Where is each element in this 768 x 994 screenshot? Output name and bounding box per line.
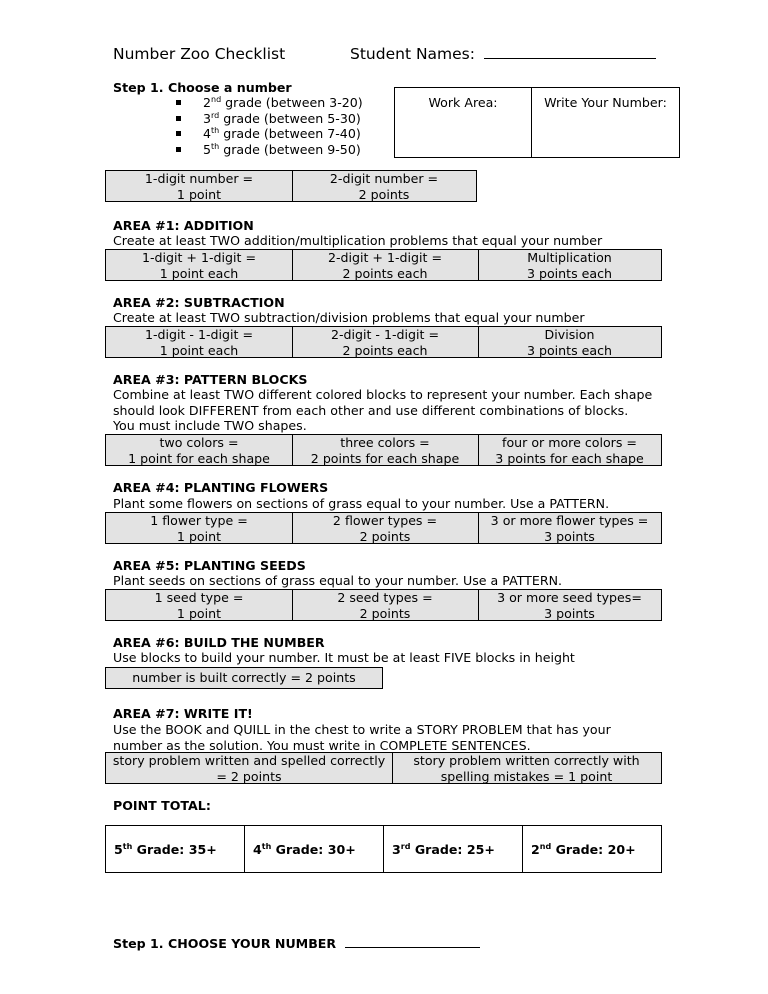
area7-points-table	[105, 752, 662, 784]
area1-points-table	[105, 249, 662, 281]
points-cell: 2-digit + 1-digit = 2 points each	[292, 250, 479, 280]
points-cell: two colors = 1 point for each shape	[106, 435, 293, 465]
points-cell: 2 flower types = 2 points	[292, 513, 479, 543]
area5-description: Plant seeds on sections of grass equal to your number. Use a PATTERN.	[113, 573, 563, 588]
point-total-heading: POINT TOTAL:	[113, 798, 211, 813]
area6-description: Use blocks to build your number. It must be at least FIVE blocks in height	[113, 650, 575, 665]
area7-description: Use the BOOK and QUILL in the chest to write a STORY PROBLEM that has your number as the solution. You must write in COMPLETE SENTENCES.	[113, 722, 611, 753]
points-cell: 2 seed types = 2 points	[292, 590, 479, 620]
points-cell: number is built correctly = 2 points	[132, 670, 356, 685]
area5-heading: AREA #5: PLANTING SEEDS	[113, 558, 306, 573]
area3-description: Combine at least TWO different colored blocks to represent your number. Each shape should look DIFFERENT from each other and use different combinations of blocks. You must include TWO shapes.	[113, 387, 653, 433]
grade-range-item: 2nd grade (between 3-20)	[203, 95, 363, 110]
area4-heading: AREA #4: PLANTING FLOWERS	[113, 480, 329, 495]
grade-range-item: 4th grade (between 7-40)	[203, 126, 361, 141]
choose-number-line[interactable]	[345, 947, 480, 948]
points-cell: story problem written and spelled correctly = 2 points	[106, 753, 393, 783]
digit-points-table	[105, 170, 477, 202]
choose-number-text: Step 1. CHOOSE YOUR NUMBER	[113, 936, 337, 951]
points-cell: Multiplication 3 points each	[526, 250, 613, 281]
digit-points-cell: 2-digit number = 2 points	[329, 171, 439, 202]
grade-goals-table	[105, 825, 662, 873]
digit-points-cell: 1-digit number = 1 point	[106, 171, 293, 201]
points-cell: 2-digit - 1-digit = 2 points each	[292, 327, 479, 357]
work-area-table	[394, 87, 680, 158]
area1-description: Create at least TWO addition/multiplication problems that equal your number	[113, 233, 603, 248]
write-number-label: Write Your Number:	[544, 95, 667, 110]
area2-heading: AREA #2: SUBTRACTION	[113, 295, 285, 310]
points-cell: Division 3 points each	[526, 327, 613, 358]
area4-description: Plant some flowers on sections of grass equal to your number. Use a PATTERN.	[113, 496, 610, 511]
points-cell: 1-digit + 1-digit = 1 point each	[106, 250, 293, 280]
work-area-cell[interactable]	[395, 88, 532, 157]
points-cell: 3 or more flower types = 3 points	[490, 513, 649, 544]
student-names-text: Student Names:	[350, 45, 475, 63]
points-cell: three colors = 2 points for each shape	[292, 435, 479, 465]
grade-goal-cell: 2nd Grade: 20+	[531, 842, 636, 857]
area2-description: Create at least TWO subtraction/division problems that equal your number	[113, 310, 585, 325]
points-cell: 1 seed type = 1 point	[106, 590, 293, 620]
area3-points-table	[105, 434, 662, 466]
step1-heading: Step 1. Choose a number	[113, 80, 292, 95]
grade-range-item: 3rd grade (between 5-30)	[203, 110, 361, 126]
page-title: Number Zoo Checklist	[113, 45, 286, 63]
student-names-label	[350, 45, 656, 63]
area5-points-table	[105, 589, 662, 621]
area6-heading: AREA #6: BUILD THE NUMBER	[113, 635, 325, 650]
write-number-cell[interactable]	[532, 88, 679, 157]
grade-range-item: 5th grade (between 9-50)	[203, 141, 361, 157]
points-cell: story problem written correctly with spelling mistakes = 1 point	[413, 753, 640, 784]
area6-points-table	[105, 667, 383, 689]
points-cell: 1-digit - 1-digit = 1 point each	[106, 327, 293, 357]
area1-heading: AREA #1: ADDITION	[113, 218, 254, 233]
grade-goal-cell: 4th Grade: 30+	[245, 826, 384, 872]
grade-range-list	[203, 95, 363, 157]
area2-points-table	[105, 326, 662, 358]
area4-points-table	[105, 512, 662, 544]
points-cell: 1 flower type = 1 point	[106, 513, 293, 543]
area3-heading: AREA #3: PATTERN BLOCKS	[113, 372, 308, 387]
points-cell: 3 or more seed types= 3 points	[497, 590, 642, 621]
points-cell: four or more colors = 3 points for each shape	[495, 435, 644, 466]
grade-goal-cell: 5th Grade: 35+	[106, 826, 245, 872]
work-area-label: Work Area:	[428, 95, 498, 110]
choose-number-label	[113, 936, 480, 952]
student-names-line[interactable]	[484, 58, 656, 59]
grade-goal-cell: 3rd Grade: 25+	[384, 826, 523, 872]
area7-heading: AREA #7: WRITE IT!	[113, 706, 253, 721]
